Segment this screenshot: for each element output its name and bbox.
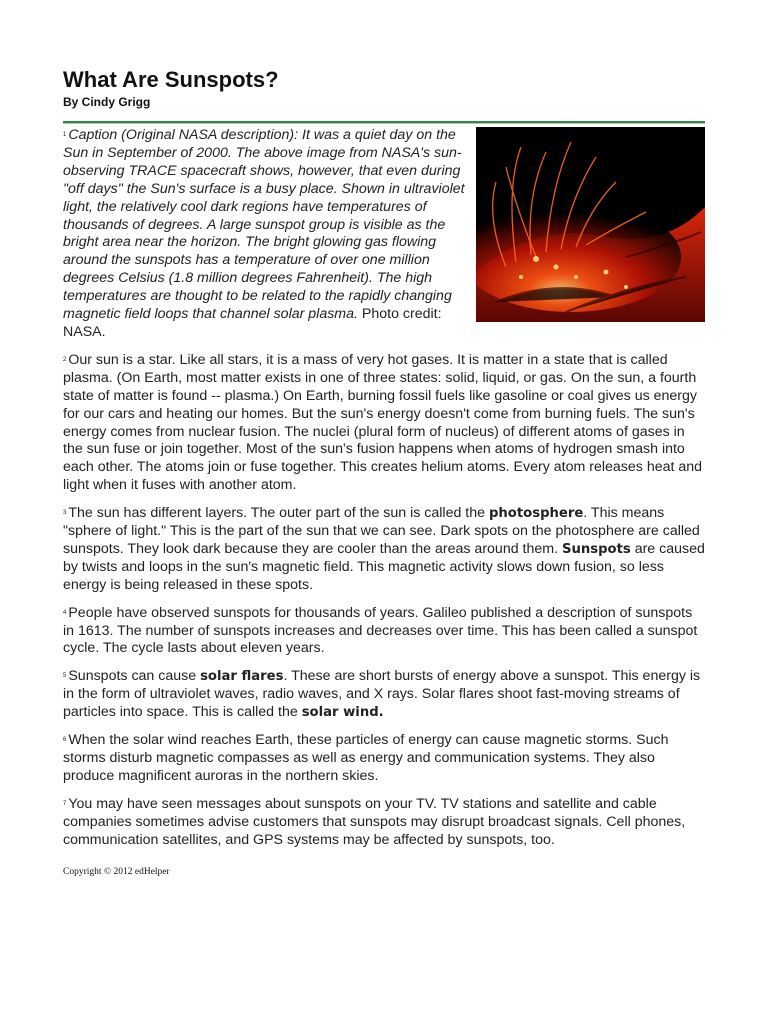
paragraph-number: 7 [63,800,67,807]
paragraph-text: . These are short bursts of energy above a sunspot. This energy is in the form of ultraviolet waves, radio waves, and X rays. Solar flares shoot fast-moving streams of particles into space. This is called the [63,668,701,721]
paragraph-number: 4 [63,609,67,616]
paragraph-text: When the solar wind reaches Earth, these particles of energy can cause magnetic storms. Such storms disturb magnetic compasses as well as energy and communication systems. They also produce magnificent auroras in the northern skies. [63,732,669,784]
paragraph-4 [63,605,705,659]
solar-flare-image [476,127,705,322]
term-sunspots: Sunspots [561,541,631,557]
paragraph-6 [63,732,705,786]
header-divider [63,121,705,124]
paragraph-text: are caused by twists and loops in the sun's magnetic field. This magnetic activity slows down fusion, so less energy is being released in these spots. [63,540,705,593]
caption-text: Caption (Original NASA description): It was a quiet day on the Sun in September of 2000. The above image from NASA's sun-observing TRACE spacecraft shows, however, that even during "off days" the Sun's surface is a busy place. Shown in ultraviolet light, the relatively cool dark regions have temperatures of thousands of degrees. A large sunspot group is visible as the bright area near the horizon. The bright glowing gas flowing around the sunspots has a temperature of over one million degrees Celsius (1.8 million degrees Fahrenheit). The high temperatures are thought to be related to the rapidly changing magnetic field loops that channel solar plasma. [63,127,465,323]
document-page [63,66,705,878]
photo-credit: Photo credit: NASA. [63,306,442,340]
term-solar-flares: solar flares [200,669,284,685]
term-photosphere: photosphere [488,506,584,522]
paragraph-number: 1 [63,132,67,138]
byline: By Cindy Grigg [63,95,151,109]
paragraph-number: 5 [63,673,67,680]
paragraph-7 [63,796,705,850]
article-body [63,352,705,850]
paragraph-text: Sunspots can cause [68,668,201,685]
copyright-notice: Copyright © 2012 edHelper [63,866,170,877]
paragraph-text: . This means "sphere of light." This is the part of the sun that we can see. Dark spots on the photosphere are called sunspots. They look dark because they are cooler than the areas around them. [63,505,700,557]
caption-section [63,127,705,352]
term-solar-wind: solar wind. [301,705,384,721]
paragraph-text: People have observed sunspots for thousands of years. Galileo published a description of sunspots in 1613. The number of sunspots increases and decreases over time. This has been called a sunspot cycle. The cycle lasts about eleven years. [63,604,698,657]
paragraph-text: You may have seen messages about sunspots on your TV. TV stations and satellite and cable companies sometimes advise customers that sunspots may disrupt broadcast signals. Cell phones, communication satellites, and GPS systems may be affected by sunspots, too. [63,795,686,848]
paragraph-number: 2 [63,356,67,363]
paragraph-text: Our sun is a star. Like all stars, it is a mass of very hot gases. It is matter in a state that is called plasma. (On Earth, most matter exists in one of three states: solid, liquid, or gas. On the sun, a fourth state of matter is found -- plasma.) On Earth, burning fossil fuels like gasoline or coal gives us energy for our cars and heating our homes. But the sun's energy doesn't come from burning fuels. The sun's energy comes from nuclear fusion. The nuclei (plural form of nucleus) of different atoms of gases in the sun fuse or join together. Most of the sun's fusion happens when atoms of hydrogen smash into each other. The atoms join or fuse together. This creates helium atoms. Every atom releases heat and light when it fuses with another atom. [63,351,703,494]
paragraph-number: 6 [63,737,67,744]
paragraph-3 [63,505,705,595]
paragraph-text: The sun has different layers. The outer part of the sun is called the [68,505,489,522]
paragraph-5 [63,668,705,722]
sunspot-photo [476,127,705,322]
page-title: What Are Sunspots? [63,67,279,92]
paragraph-2 [63,352,705,495]
paragraph-number: 3 [63,510,67,517]
